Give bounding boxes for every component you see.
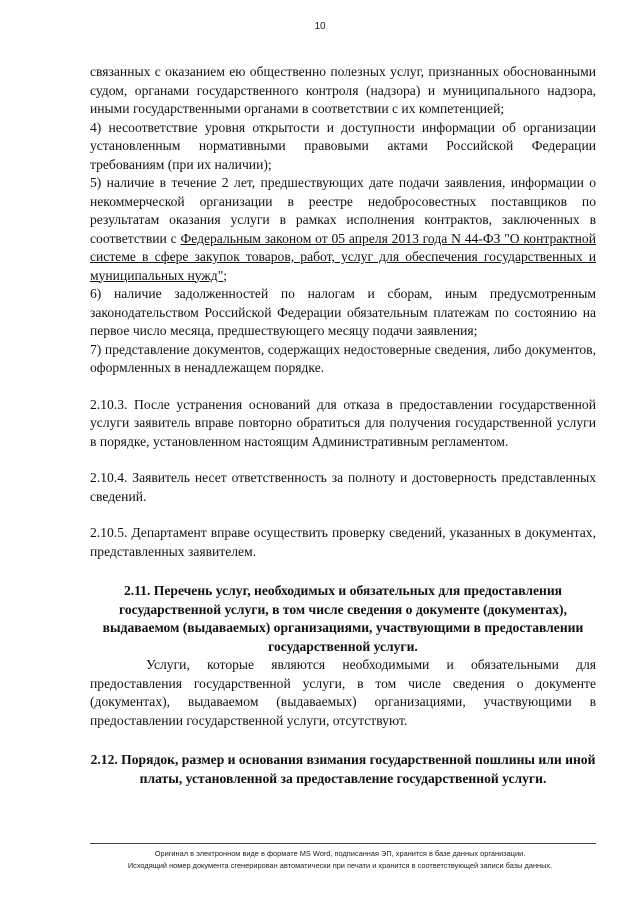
spacer (90, 378, 596, 396)
section-body-2-11: Услуги, которые являются необходимыми и обязательными для предоставления государственной услуги, в том числе сведения о документе (документах), выдаваемом (выдаваемых) организациями, участвующими в предоставлении государственной услуги, отсутствуют. (90, 657, 596, 728)
spacer (90, 730, 596, 751)
document-body (90, 63, 596, 788)
paragraph-item-4: 4) несоответствие уровня открытости и доступности информации об организации установленным нормативными правовыми актами Российской Федерации требованиям (при их наличии); (90, 119, 596, 172)
federal-law-link[interactable]: Федеральным законом от 05 апреля 2013 года N 44-ФЗ "О контрактной системе в сфере закупок товаров, работ, услуг для обеспечения государственных и муниципальных нужд" (90, 230, 596, 283)
spacer (90, 506, 596, 524)
footer-line-1: Оригинал в электронном виде в формате MS Word, подписанная ЭП, хранится в базе данных организации. (154, 849, 526, 858)
paragraph-2-10-3: 2.10.3. После устранения оснований для отказа в предоставлении государственной услуги заявитель вправе повторно обратиться для получения государственной услуги в порядке, установленном настоящим Административным регламентом. (90, 396, 596, 449)
section-heading-2-12: 2.12. Порядок, размер и основания взимания государственной пошлины или иной платы, установленной за предоставление государственной услуги. (90, 752, 596, 786)
paragraph-item-7: 7) представление документов, содержащих недостоверные сведения, либо документов, оформленных в ненадлежащем порядке. (90, 341, 596, 375)
footer-divider (90, 843, 596, 844)
section-heading-2-11: 2.11. Перечень услуг, необходимых и обязательных для предоставления государственной услуги, в том числе сведения о документе (документах), выдаваемом (выдаваемых) организациями, участвующими в предоставлении государственной услуги. (102, 583, 584, 654)
footer (60, 848, 620, 872)
footer-line-2: Исходящий номер документа сгенерирован автоматически при печати и хранится в соответствующей записи базы данных. (127, 861, 553, 870)
page-number: 10 (314, 21, 326, 32)
paragraph-item-5 (90, 174, 596, 285)
paragraph-2-10-5: 2.10.5. Департамент вправе осуществить проверку сведений, указанных в документах, представленных заявителем. (90, 525, 596, 559)
spacer (90, 451, 596, 469)
paragraph-item-5-text: 5) наличие в течение 2 лет, предшествующих дате подачи заявления, информации о некоммерческой организации в реестре недобросовестных поставщиков по результатам оказания услуги в рамках исполнения контрактов, заключенных в соответствии с (90, 175, 596, 246)
paragraph-item-6: 6) наличие задолженностей по налогам и сборам, иным предусмотренным законодательством Российской Федерации обязательным платежам по состоянию на первое число месяца, предшествующего месяцу подачи заявления; (90, 286, 596, 338)
spacer (90, 561, 596, 582)
paragraph-2-10-4: 2.10.4. Заявитель несет ответственность за полноту и достоверность представленных сведений. (90, 470, 596, 504)
paragraph-item-5-end: ; (223, 267, 228, 283)
paragraph-competence: связанных с оказанием ею общественно полезных услуг, признанных обоснованными судом, органами государственного контроля (надзора) и муниципального надзора, иными государственными органами в соответствии с их компетенцией; (90, 64, 596, 116)
